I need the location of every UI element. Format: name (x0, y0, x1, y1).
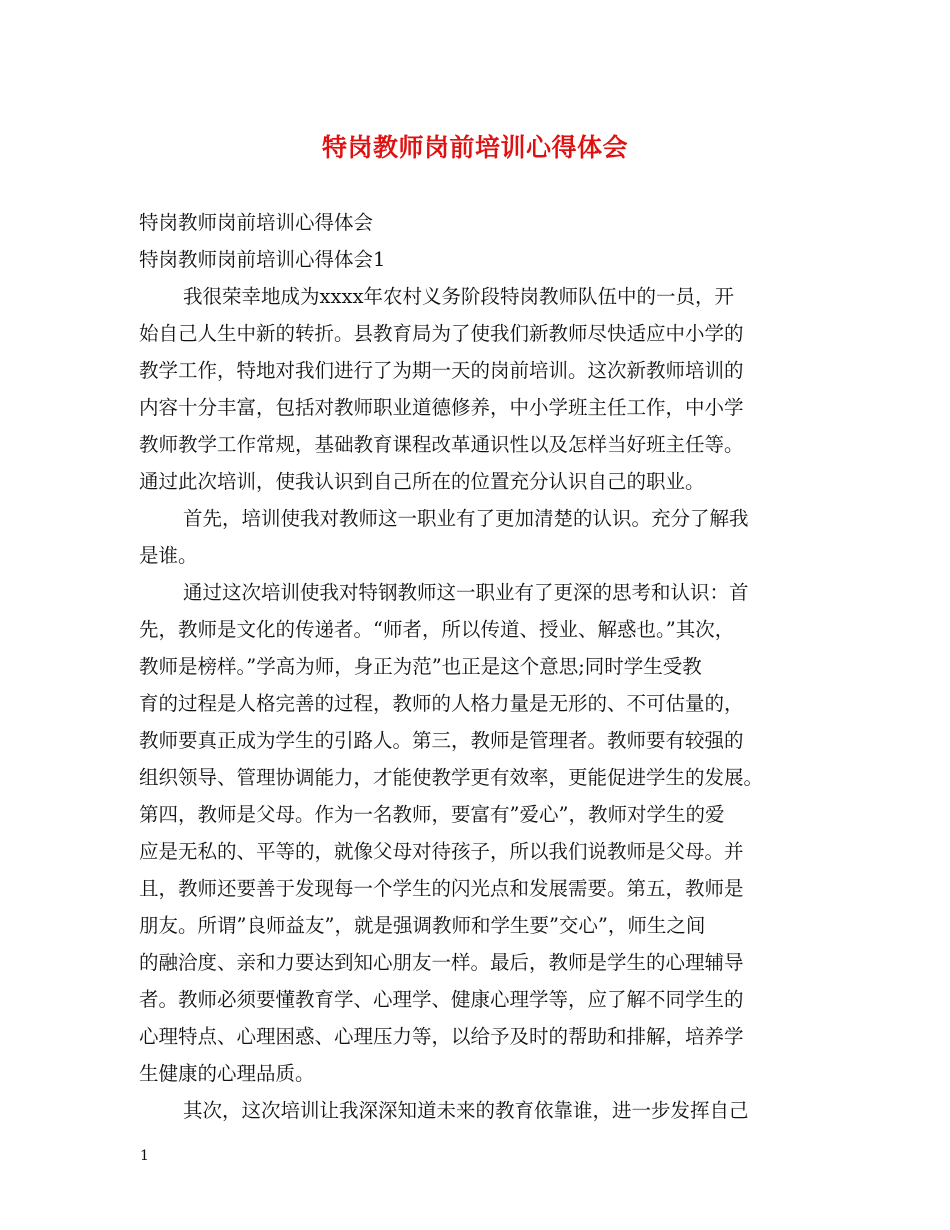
paragraph-line: 的融洽度、亲和力要达到知心朋友一样。最后，教师是学生的心理辅导 (139, 951, 744, 974)
paragraph-line: 育的过程是人格完善的过程，教师的人格力量是无形的、不可估量的， (139, 692, 744, 715)
subheading-line: 特岗教师岗前培训心得体会1 (139, 248, 386, 271)
page-number: 1 (140, 1148, 149, 1164)
paragraph-line: 教师要真正成为学生的引路人。第三，教师是管理者。教师要有较强的 (139, 729, 744, 752)
paragraph-line: 朋友。所谓”良师益友”，就是强调教师和学生要”交心”，师生之间 (139, 914, 706, 937)
paragraph-line: 组织领导、管理协调能力，才能使教学更有效率，更能促进学生的发展。 (139, 766, 764, 789)
paragraph-line: 首先，培训使我对教师这一职业有了更加清楚的认识。充分了解我 (183, 507, 749, 530)
document-title: 特岗教师岗前培训心得体会 (321, 133, 628, 162)
paragraph-line: 教学工作，特地对我们进行了为期一天的岗前培训。这次新教师培训的 (139, 359, 744, 382)
paragraph-line: 我很荣幸地成为xxxx年农村义务阶段特岗教师队伍中的一员，开 (183, 285, 734, 308)
paragraph-line: 教师是榜样。”学高为师，身正为范”也正是这个意思;同时学生受教 (139, 655, 702, 678)
paragraph-line: 通过此次培训，使我认识到自己所在的位置充分认识自己的职业。 (139, 470, 705, 493)
heading-line: 特岗教师岗前培训心得体会 (139, 211, 374, 234)
paragraph-line: 且，教师还要善于发现每一个学生的闪光点和发展需要。第五，教师是 (139, 877, 744, 900)
paragraph-line: 始自己人生中新的转折。县教育局为了使我们新教师尽快适应中小学的 (139, 322, 744, 345)
paragraph-line: 教师教学工作常规，基础教育课程改革通识性以及怎样当好班主任等。 (139, 433, 744, 456)
paragraph-line: 其次，这次培训让我深深知道未来的教育依靠谁，进一步发挥自己 (183, 1099, 749, 1122)
paragraph-line: 应是无私的、平等的，就像父母对待孩子，所以我们说教师是父母。并 (139, 840, 744, 863)
paragraph-line: 第四，教师是父母。作为一名教师，要富有”爱心”，教师对学生的爱 (139, 803, 725, 826)
paragraph-line: 先，教师是文化的传递者。“师者，所以传道、授业、解惑也。”其次， (139, 618, 735, 641)
paragraph-line: 通过这次培训使我对特钢教师这一职业有了更深的思考和认识：首 (183, 581, 749, 604)
document-body (139, 204, 819, 1129)
paragraph-line: 内容十分丰富，包括对教师职业道德修养，中小学班主任工作，中小学 (139, 396, 744, 419)
paragraph-line: 者。教师必须要懂教育学、心理学、健康心理学等，应了解不同学生的 (139, 988, 744, 1011)
paragraph-line: 生健康的心理品质。 (139, 1062, 315, 1085)
paragraph-line: 是谁。 (139, 544, 198, 567)
paragraph-line: 心理特点、心理困惑、心理压力等，以给予及时的帮助和排解，培养学 (139, 1025, 744, 1048)
